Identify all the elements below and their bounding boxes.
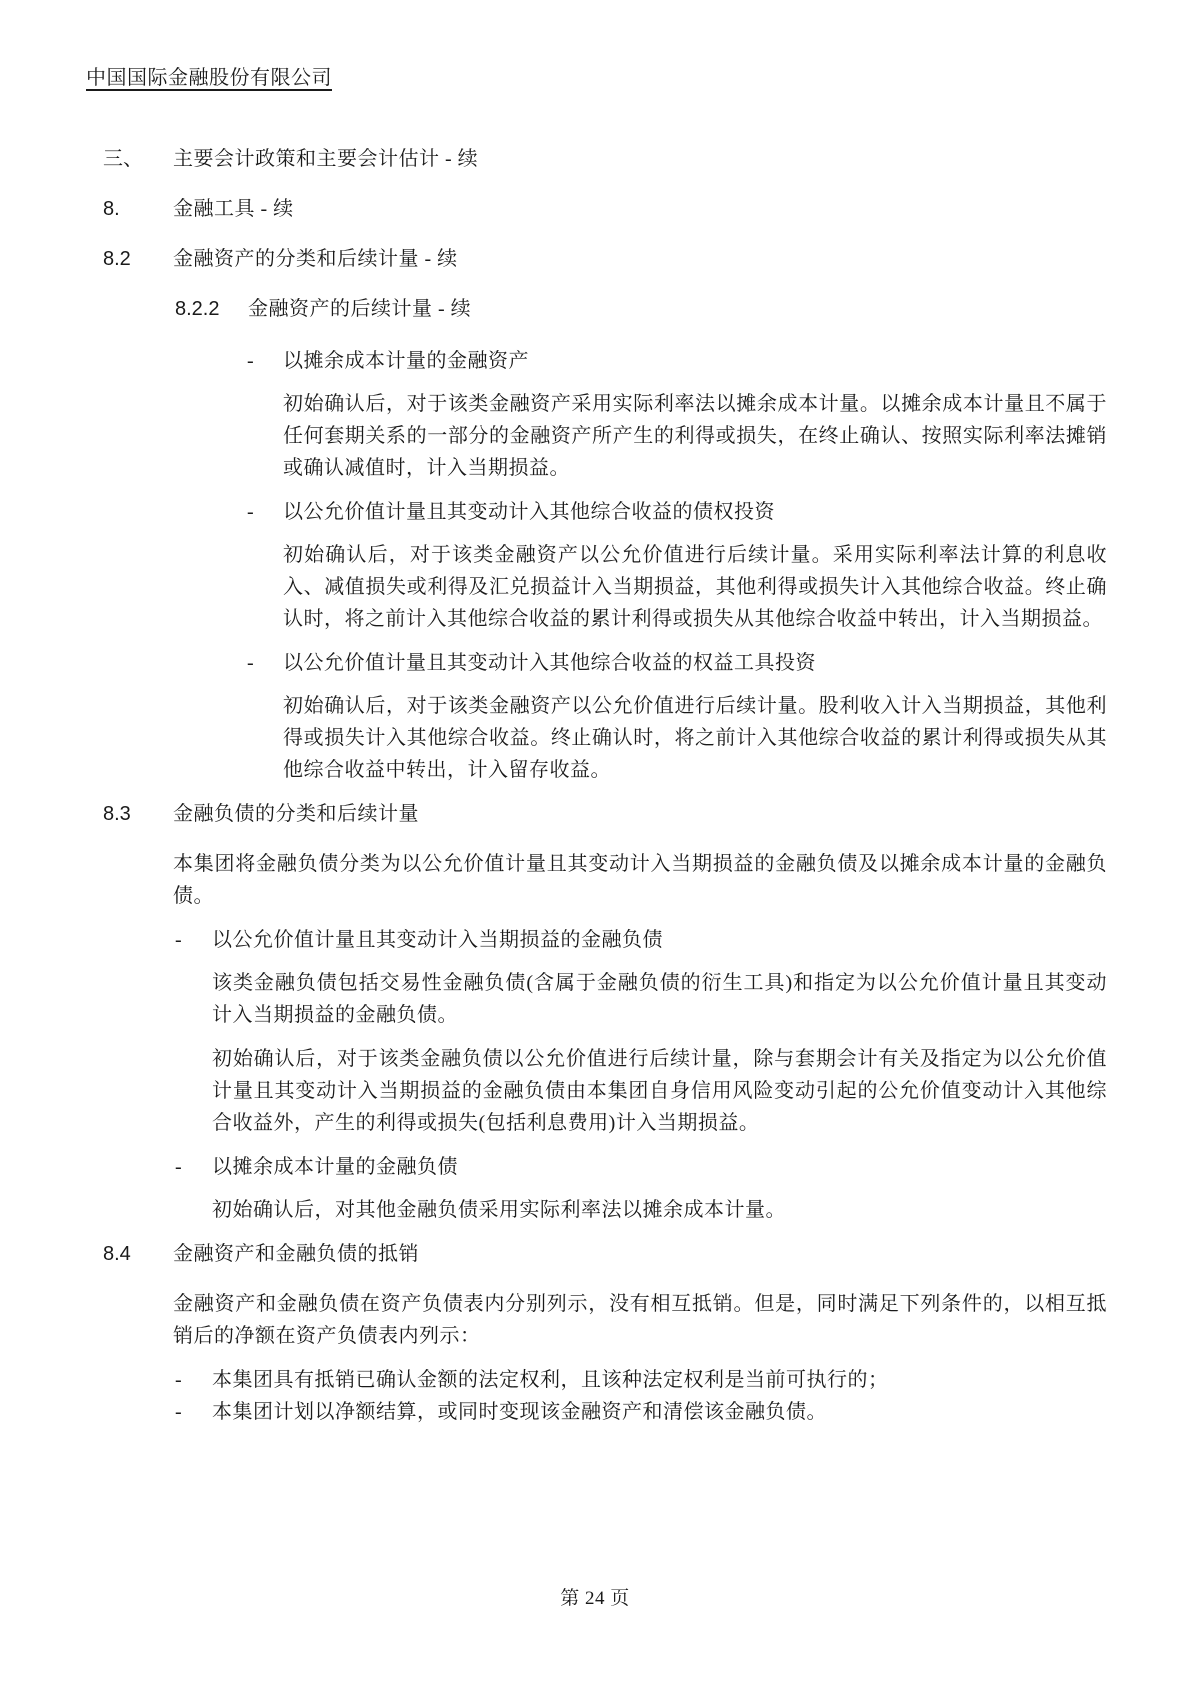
section-number: 三、 [103, 148, 143, 170]
paragraph: 该类金融负债包括交易性金融负债(含属于金融负债的衍生工具)和指定为以公允价值计量且其变动计入当期损益的金融负债。 [212, 972, 1107, 1026]
paragraph: 初始确认后，对于该类金融资产以公允价值进行后续计量。股利收入计入当期损益，其他利得或损失计入其他综合收益。终止确认时，将之前计入其他综合收益的累计利得或损失从其他综合收益中转出，计入留存收益。 [283, 695, 1107, 781]
section-heading-8-3 [103, 798, 1190, 830]
section-heading-8-2-2 [175, 293, 1190, 325]
bullet-dash: - [247, 350, 255, 372]
paragraph: 初始确认后，对其他金融负债采用实际利率法以摊余成本计量。 [212, 1199, 786, 1221]
paragraph: 初始确认后，对于该类金融资产采用实际利率法以摊余成本计量。以摊余成本计量且不属于任何套期关系的一部分的金融资产所产生的利得或损失，在终止确认、按照实际利率法摊销或确认减值时，计入当期损益。 [283, 393, 1107, 479]
list-item-title [247, 345, 1190, 377]
bullet-dash: - [175, 1369, 183, 1391]
section-number: 8.3 [103, 803, 131, 825]
bullet-dash: - [247, 501, 255, 523]
page-number: 第 24 页 [560, 1588, 630, 1609]
bullet-dash: - [175, 929, 183, 951]
condition-text: 本集团计划以净额结算，或同时变现该金融资产和清偿该金融负债。 [212, 1401, 827, 1423]
bullet-dash: - [247, 652, 255, 674]
section-heading-8-2 [103, 243, 1190, 275]
section-number: 8.2.2 [175, 298, 220, 320]
section-title: 金融资产和金融负债的抵销 [173, 1243, 419, 1265]
list-item-label: 以公允价值计量且其变动计入其他综合收益的债权投资 [283, 501, 775, 523]
section-title: 金融资产的后续计量 - 续 [248, 298, 472, 320]
list-item-title [247, 647, 1190, 679]
condition-item [175, 1396, 1190, 1428]
section-title: 金融负债的分类和后续计量 [173, 803, 419, 825]
list-item-title [175, 1151, 1190, 1183]
list-item-title [175, 924, 1190, 956]
list-item-label: 以公允价值计量且其变动计入其他综合收益的权益工具投资 [283, 652, 816, 674]
section-number: 8. [103, 198, 120, 220]
section-title: 主要会计政策和主要会计估计 - 续 [173, 148, 479, 170]
condition-text: 本集团具有抵销已确认金额的法定权利，且该种法定权利是当前可执行的； [212, 1369, 889, 1391]
condition-item [175, 1364, 1190, 1396]
paragraph: 初始确认后，对于该类金融负债以公允价值进行后续计量，除与套期会计有关及指定为以公允价值计量且其变动计入当期损益的金融负债由本集团自身信用风险变动引起的公允价值变动计入其他综合收益外，产生的利得或损失(包括利息费用)计入当期损益。 [212, 1048, 1107, 1134]
paragraph: 金融资产和金融负债在资产负债表内分别列示，没有相互抵销。但是，同时满足下列条件的，以相互抵销后的净额在资产负债表内列示： [173, 1293, 1107, 1347]
section-heading-major [103, 143, 1190, 175]
paragraph: 初始确认后，对于该类金融资产以公允价值进行后续计量。采用实际利率法计算的利息收入、减值损失或利得及汇兑损益计入当期损益，其他利得或损失计入其他综合收益。终止确认时，将之前计入其他综合收益的累计利得或损失从其他综合收益中转出，计入当期损益。 [283, 544, 1107, 630]
section-heading-8 [103, 193, 1190, 225]
bullet-dash: - [175, 1156, 183, 1178]
section-title: 金融工具 - 续 [173, 198, 294, 220]
paragraph: 本集团将金融负债分类为以公允价值计量且其变动计入当期损益的金融负债及以摊余成本计量的金融负债。 [173, 853, 1107, 907]
section-heading-8-4 [103, 1238, 1190, 1270]
section-title: 金融资产的分类和后续计量 - 续 [173, 248, 458, 270]
bullet-dash: - [175, 1401, 183, 1423]
list-item-label: 以摊余成本计量的金融负债 [212, 1156, 458, 1178]
section-number: 8.4 [103, 1243, 131, 1265]
list-item-title [247, 496, 1190, 528]
company-header: 中国国际金融股份有限公司 [86, 67, 332, 89]
list-item-label: 以公允价值计量且其变动计入当期损益的金融负债 [212, 929, 663, 951]
list-item-label: 以摊余成本计量的金融资产 [283, 350, 529, 372]
section-number: 8.2 [103, 248, 131, 270]
